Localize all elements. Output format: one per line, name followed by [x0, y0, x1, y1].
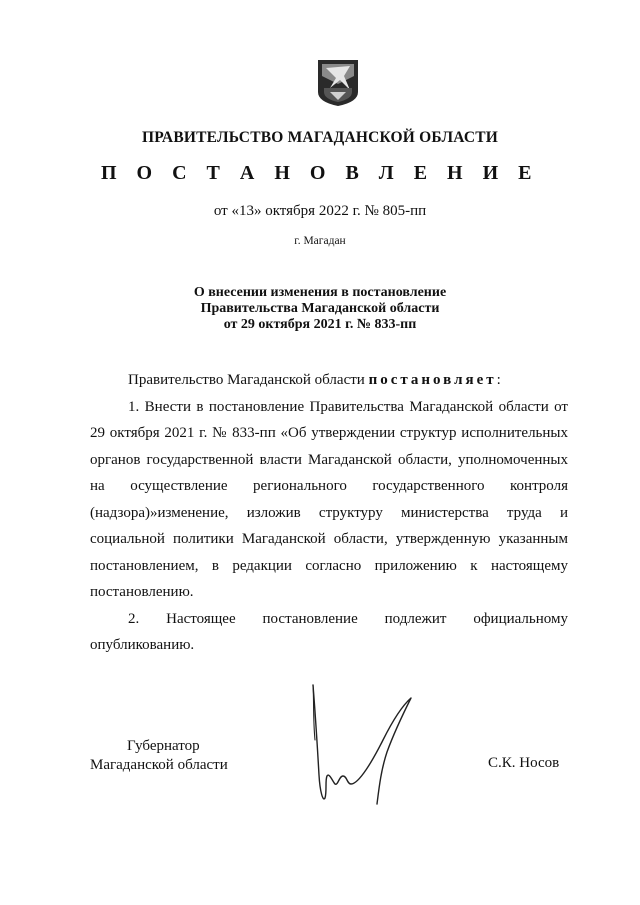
subject-line: О внесении изменения в постановление: [193, 285, 447, 300]
subject-line: Правительства Магаданской области: [200, 301, 440, 316]
preamble-colon: :: [496, 372, 501, 388]
subject-line: от 29 октября 2021 г. № 833-пп: [223, 317, 417, 332]
document-city: г. Магадан: [294, 235, 346, 247]
preamble: [90, 367, 568, 394]
government-name: ПРАВИТЕЛЬСТВО МАГАДАНСКОЙ ОБЛАСТИ: [141, 129, 499, 146]
document-body: [90, 367, 568, 659]
preamble-verb: постановляет: [368, 372, 497, 388]
coat-of-arms-icon: [316, 58, 360, 108]
paragraph-item-1: 1. Внести в постановление Правительства Магаданской области от 29 октября 2021 г. № 833-пп «Об утверждении структур исполнительных органов государственной власти Магаданской области, уполномоченных на осуществление регионального государственного контроля (надзора)»изменение, изложив структуру министерства труда и социальной политики Магаданской области, утвержденную указанным постановлением, в редакции согласно приложению к настоящему постановлению.: [90, 398, 568, 600]
handwritten-signature: [303, 680, 423, 810]
signatory-title: [90, 737, 228, 775]
signatory-title-line: Губернатор: [127, 738, 200, 754]
document-subject: [0, 285, 640, 333]
document-date-number: от «13» октября 2022 г. № 805-пп: [213, 203, 427, 219]
paragraph-item-2: 2. Настоящее постановление подлежит официальному опубликованию.: [90, 610, 568, 653]
signatory-name: С.К. Носов: [488, 755, 560, 771]
document-type: П О С Т А Н О В Л Е Н И Е: [101, 162, 539, 184]
signatory-title-line: Магаданской области: [90, 757, 228, 773]
preamble-subject: Правительство Магаданской области: [128, 372, 365, 388]
